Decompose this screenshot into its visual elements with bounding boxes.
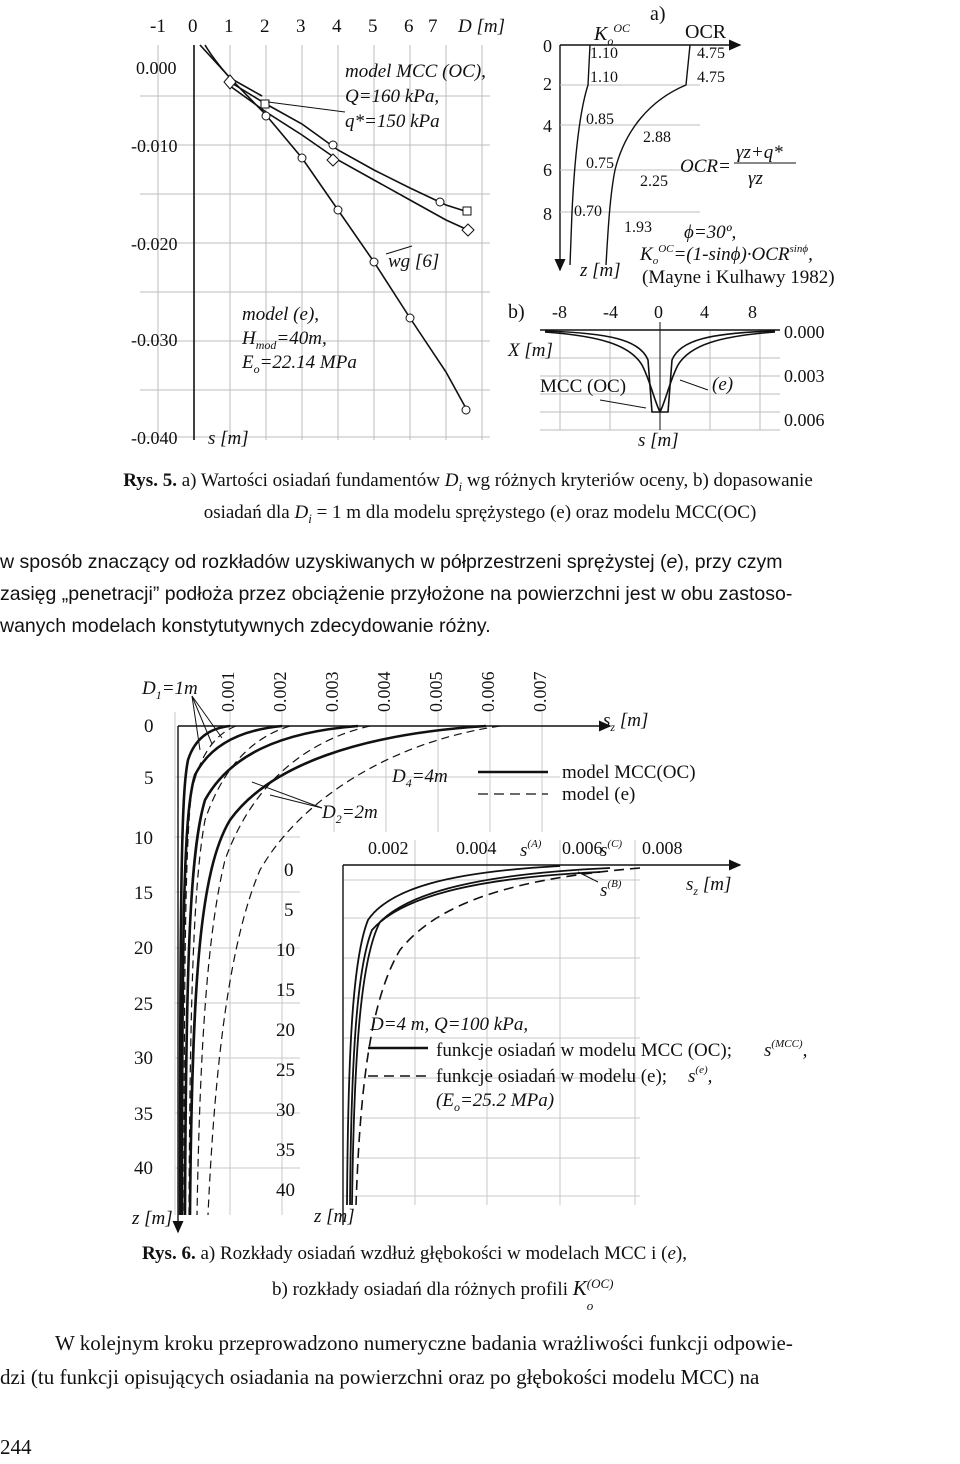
fig5a-x-tick: 6 bbox=[404, 16, 414, 37]
fig5a-label-wg: wg [6] bbox=[388, 251, 440, 272]
fig5b-x-tick: 8 bbox=[748, 302, 757, 322]
fig6b-sB: $s^{(B)}$ bbox=[600, 878, 622, 901]
fig5-ocr-z-tick: 0 bbox=[543, 36, 552, 56]
fig5-ocr-ko-value: 1.10 bbox=[590, 45, 618, 62]
paragraph-1 bbox=[0, 546, 960, 642]
fig6a-z-tick: 35 bbox=[134, 1104, 153, 1125]
fig6a-d1-label: $D_1=1m$ bbox=[142, 678, 198, 702]
fig5a-label-e-1: model (e), bbox=[242, 304, 320, 325]
fig6b-z-tick: 20 bbox=[276, 1020, 295, 1041]
fig5a-x-tick: 7 bbox=[428, 16, 438, 37]
fig6b-z-tick: 25 bbox=[276, 1060, 295, 1081]
fig6a-z-tick: 5 bbox=[144, 768, 154, 789]
fig5b-x-tick: -4 bbox=[603, 302, 618, 322]
fig5-ocr-equations bbox=[639, 142, 835, 288]
fig6a-z-tick: 15 bbox=[134, 883, 153, 904]
fig6a-d2-label: $D_2=2m$ bbox=[322, 802, 378, 826]
fig6-caption-sub: o bbox=[586, 1298, 594, 1313]
fig5b-x-tick: 0 bbox=[654, 302, 663, 322]
fig5-ocr-ocr-value: 2.25 bbox=[640, 173, 668, 190]
fig6a-x-tick: 0.004 bbox=[374, 671, 394, 712]
fig6b-sz-label: $s_z$ [m] bbox=[686, 874, 732, 898]
svg-text:D=4 m, Q=100 kPa,: D=4 m, Q=100 kPa, bbox=[370, 1014, 529, 1035]
fig5a-x-tick: 1 bbox=[224, 16, 234, 37]
fig6a-z-label: z [m] bbox=[132, 1208, 173, 1229]
fig6a-x-tick: 0.006 bbox=[478, 671, 498, 712]
fig5a-x-tick: 3 bbox=[296, 16, 306, 37]
paragraph-line: w sposób znaczący od rozkładów uzyskiwanych w półprzestrzeni sprężystej ( bbox=[0, 551, 667, 573]
fig6b-sC: $s^{(C)}$ bbox=[600, 838, 623, 861]
fig6a-x-tick: 0.003 bbox=[322, 671, 342, 712]
fig5-caption-text: = 1 m dla modelu sprężystego (e) oraz modelu MCC(OC) bbox=[311, 501, 757, 523]
fig6b-z-ticks bbox=[276, 860, 295, 1201]
fig5b-s-tick: 0.000 bbox=[784, 322, 825, 342]
fig5b-s-label: s [m] bbox=[638, 430, 679, 451]
svg-text:funkcje osiadań w modelu (e);: funkcje osiadań w modelu (e); bbox=[436, 1066, 668, 1087]
fig5a-x-tick: 4 bbox=[332, 16, 342, 37]
fig6a-z-tick: 40 bbox=[134, 1158, 153, 1179]
fig5b-x-tick: -8 bbox=[552, 302, 567, 322]
fig5-ocr-z-tick: 8 bbox=[543, 204, 552, 224]
fig5a-x-tick: 2 bbox=[260, 16, 270, 37]
fig5-ocr-label: OCR bbox=[685, 21, 727, 43]
fig5-caption-text: osiadań dla bbox=[203, 501, 295, 523]
svg-text:(Eo=25.2 MPa): ($E_o=25.2$ MPa) bbox=[436, 1090, 555, 1114]
fig5-ocr-z-tick: 6 bbox=[543, 160, 552, 180]
paragraph-var: e bbox=[666, 551, 678, 573]
fig5-caption-text: a) Wartości osiadań fundamentów bbox=[181, 470, 445, 491]
fig6b-x-tick: 0.002 bbox=[368, 838, 409, 858]
fig6-caption-text: ), bbox=[675, 1243, 687, 1264]
fig6a-x-tick: 0.007 bbox=[530, 671, 550, 712]
svg-text:KoOC=(1-sinϕ)·OCRsinϕ,: $K_o^{OC}=(1-\sin\phi)\cdot OCR^{sin\phi}$, bbox=[640, 243, 813, 267]
fig6b-z-tick: 10 bbox=[276, 940, 295, 961]
fig5-caption-sub: i bbox=[458, 478, 463, 494]
fig5-ocr-ko: $K_o^{OC}$ bbox=[594, 21, 631, 48]
fig6b-z-label: z [m] bbox=[314, 1206, 355, 1227]
fig5-caption bbox=[0, 468, 960, 532]
fig5a-y-tick: -0.030 bbox=[131, 330, 178, 350]
svg-text:OCR=: OCR= bbox=[680, 156, 731, 177]
fig6b-z-tick: 30 bbox=[276, 1100, 295, 1121]
fig5-ocr-ko-value: 0.70 bbox=[574, 203, 602, 220]
svg-text:s(MCC),: $s^{(MCC)}$, bbox=[764, 1038, 808, 1061]
svg-text:γz+q*: γz+q* bbox=[736, 142, 783, 163]
fig5b-x-label: X [m] bbox=[508, 340, 553, 361]
fig5-ocr-ocr-value: 2.88 bbox=[643, 129, 671, 146]
fig5b-label-e: (e) bbox=[712, 374, 734, 395]
fig5a-label-mcc-1: model MCC (OC), bbox=[345, 61, 486, 82]
fig5-ocr-ocr-value: 4.75 bbox=[697, 45, 725, 62]
fig5-ocr-z-tick: 4 bbox=[543, 116, 552, 136]
svg-text:γz: γz bbox=[748, 168, 763, 189]
fig5a-y-tick: 0.000 bbox=[136, 58, 177, 78]
paragraph-2 bbox=[0, 1326, 960, 1394]
fig5-ocr-ko-value: 0.85 bbox=[586, 111, 614, 128]
svg-text:funkcje osiadań w modelu MCC (: funkcje osiadań w modelu MCC (OC); bbox=[436, 1040, 733, 1061]
fig6-caption bbox=[142, 1241, 862, 1313]
fig5a-y-tick: -0.010 bbox=[131, 136, 178, 156]
fig6b-z-tick: 15 bbox=[276, 980, 295, 1001]
fig6a-legend-mcc: model MCC(OC) bbox=[562, 762, 696, 783]
fig5-ocr-panel-tag: a) bbox=[650, 3, 666, 25]
fig5a-label-mcc-2: Q=160 kPa, bbox=[345, 86, 440, 107]
fig5a-y-label: s [m] bbox=[208, 428, 249, 449]
fig5-ocr-ko-value: 0.75 bbox=[586, 155, 614, 172]
fig5a-label-e-2: $H_{mod}=40m$, bbox=[242, 328, 327, 352]
figure-5 bbox=[0, 0, 960, 460]
fig6-caption-number: Rys. 6. bbox=[142, 1243, 196, 1264]
fig6b-x-tick: 0.008 bbox=[642, 838, 683, 858]
fig6b-x-tick: 0.006 bbox=[562, 838, 603, 858]
fig6b-z-tick: 40 bbox=[276, 1180, 295, 1201]
paragraph-line: zasięg „penetracji” podłoża przez obciążenie przyłożone na powierzchni jest w obu zastoso- bbox=[0, 583, 793, 605]
fig6b-z-tick: 0 bbox=[284, 860, 294, 881]
fig5b-s-tick: 0.003 bbox=[784, 366, 825, 386]
fig5-ocr-ocr-value: 1.93 bbox=[624, 219, 652, 236]
fig6a-z-tick: 20 bbox=[134, 938, 153, 959]
fig6-caption-sup: (OC) bbox=[586, 1276, 614, 1291]
fig5b-s-tick: 0.006 bbox=[784, 410, 825, 430]
fig5a-x-tick: -1 bbox=[150, 16, 166, 37]
paragraph-line: W kolejnym kroku przeprowadzono numeryczne badania wrażliwości funkcji odpowie- bbox=[55, 1331, 793, 1355]
fig5-ocr-ocr-value: 4.75 bbox=[697, 69, 725, 86]
fig6a-z-tick: 10 bbox=[134, 828, 153, 849]
paragraph-line: ), przy czym bbox=[677, 551, 783, 573]
fig5-caption-sub: i bbox=[308, 510, 312, 526]
fig6b-z-tick: 5 bbox=[284, 900, 294, 921]
fig6a-x-tick: 0.002 bbox=[270, 671, 290, 712]
fig5b-panel-tag: b) bbox=[508, 301, 525, 323]
fig5-ocr-z-tick: 2 bbox=[543, 74, 552, 94]
fig6a-top-ticks bbox=[218, 672, 550, 713]
fig6a-x-tick: 0.001 bbox=[218, 671, 238, 712]
fig6a-sz-label: $s_z$ [m] bbox=[603, 710, 649, 734]
fig6a-d4-label: $D_4=4m$ bbox=[392, 766, 448, 790]
fig6b-sA: $s^{(A)}$ bbox=[520, 838, 542, 861]
fig5a-label-mcc-3: q*=150 kPa bbox=[345, 111, 440, 132]
fig5a-x-tick: 5 bbox=[368, 16, 378, 37]
fig6a-z-tick: 25 bbox=[134, 994, 153, 1015]
fig5-caption-number: Rys. 5. bbox=[123, 470, 177, 491]
fig6-caption-text: a) Rozkłady osiadań wzdłuż głębokości w modelach MCC i ( bbox=[200, 1243, 668, 1264]
fig6a-x-tick: 0.005 bbox=[426, 671, 446, 712]
svg-text:(Mayne i Kulhawy 1982): (Mayne i Kulhawy 1982) bbox=[642, 267, 835, 288]
fig6b-z-tick: 35 bbox=[276, 1140, 295, 1161]
svg-text:s(e),: $s^{(e)}$, bbox=[688, 1064, 713, 1087]
fig6a-z-tick: 0 bbox=[144, 716, 154, 737]
fig5a-y-tick: -0.040 bbox=[131, 428, 178, 448]
fig6a-legend-e: model (e) bbox=[562, 784, 636, 805]
paragraph-line: dzi (tu funkcji opisujących osiadania na powierzchni oraz po głębokości modelu MCC) na bbox=[0, 1365, 760, 1389]
figure-6 bbox=[0, 660, 960, 1240]
fig5a-x-tick: 0 bbox=[188, 16, 198, 37]
fig6a-z-ticks bbox=[134, 716, 154, 1179]
fig6-caption-var: K bbox=[572, 1276, 587, 1300]
fig5-caption-text: wg różnych kryteriów oceny, b) dopasowanie bbox=[462, 470, 813, 491]
fig5b-x-tick: 4 bbox=[700, 302, 709, 322]
paragraph-line: wanych modelach konstytutywnych zdecydowanie różny. bbox=[0, 615, 491, 637]
fig5-caption-var: D bbox=[444, 470, 459, 491]
fig5-ocr-ko-value: 1.10 bbox=[590, 69, 618, 86]
fig5-ocr-z-label: z [m] bbox=[580, 260, 621, 281]
fig6-caption-text: b) rozkłady osiadań dla różnych profili bbox=[272, 1279, 573, 1300]
fig6a-z-tick: 30 bbox=[134, 1048, 153, 1069]
fig6-caption-var: e bbox=[667, 1243, 676, 1264]
fig6b-x-tick: 0.004 bbox=[456, 838, 497, 858]
svg-text:ϕ=30º,: ϕ=30º, bbox=[684, 222, 737, 243]
page-number: 244 bbox=[0, 1435, 32, 1459]
fig5a-label-e-3: $E_o=22.14$ MPa bbox=[242, 352, 357, 376]
fig5-caption-var: D bbox=[294, 501, 309, 523]
fig5a-y-tick: -0.020 bbox=[131, 234, 178, 254]
fig5b-label-mcc: MCC (OC) bbox=[540, 376, 627, 397]
fig5a-x-label: D [m] bbox=[458, 16, 505, 37]
